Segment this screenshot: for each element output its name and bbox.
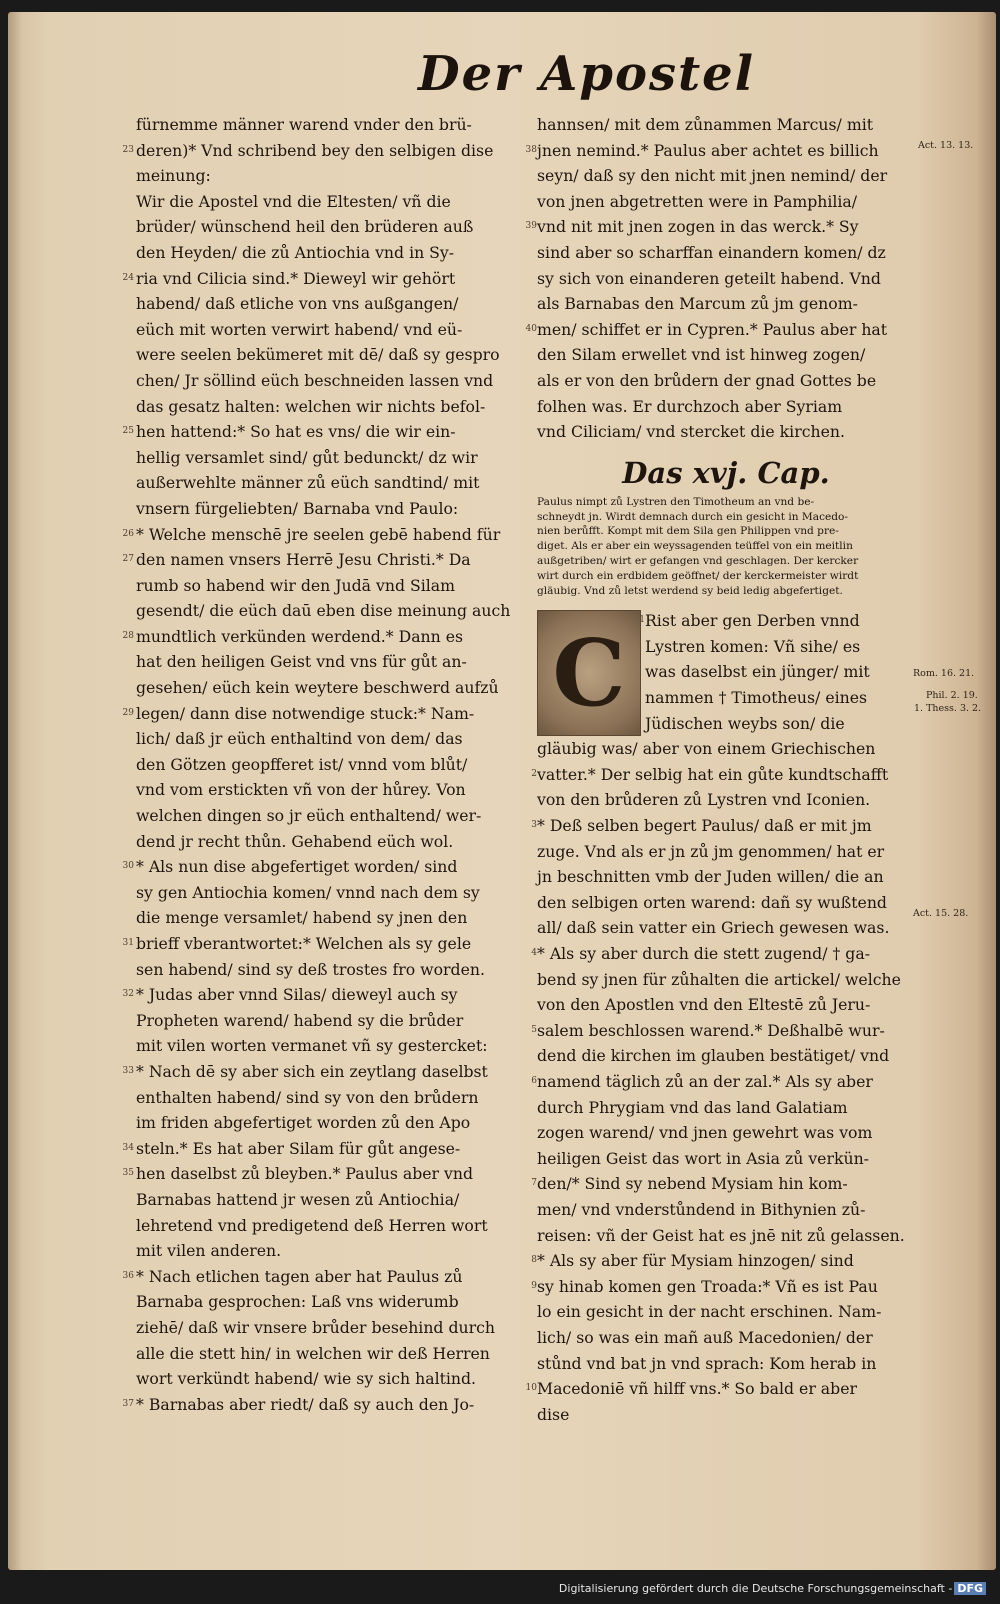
- margin-note-rom: Rom. 16. 21.: [913, 668, 975, 679]
- chapter-summary: [537, 495, 915, 599]
- text-line: [122, 624, 521, 650]
- line-text: das gesatz halten: welchen wir nichts befol-: [136, 396, 486, 416]
- verse-number: 5: [531, 1024, 537, 1035]
- margin-note-phil: Phil. 2. 19.: [926, 690, 978, 701]
- verse-number: 7: [531, 1178, 537, 1189]
- text-line: [136, 1213, 521, 1239]
- text-line: [136, 1187, 521, 1213]
- text-line: [537, 1325, 915, 1351]
- line-text: Propheten warend/ habend sy die brůder: [136, 1010, 464, 1030]
- line-text: durch Phrygiam vnd das land Galatiam: [537, 1097, 848, 1117]
- line-text: hellig versamlet sind/ gůt bedunckt/ dz wir: [136, 447, 478, 467]
- summary-line: wirt durch ein erdbidem geöffnet/ der kerckermeister wirdt: [537, 569, 859, 582]
- line-text: * Deß selben begert Paulus/ daß er mit jm: [537, 816, 872, 836]
- text-line: [537, 1120, 915, 1146]
- text-line: [136, 649, 521, 675]
- line-text: im friden abgefertiget worden zů den Apo: [136, 1113, 471, 1133]
- text-line: [136, 189, 521, 215]
- text-line: [136, 726, 521, 752]
- text-line: [136, 598, 521, 624]
- line-text: men/ schiffet er in Cypren.* Paulus aber hat: [537, 319, 888, 339]
- running-header: Der Apostel: [418, 46, 755, 102]
- text-line: [136, 829, 521, 855]
- digitization-footer: [559, 1582, 986, 1595]
- line-text: heiligen Geist das wort in Asia zů verkün-: [537, 1148, 869, 1168]
- text-line: [122, 266, 521, 292]
- right-column-bottom-text: [525, 736, 915, 1427]
- line-text: von jnen abgetretten were in Pamphilia/: [537, 191, 858, 211]
- text-line: [122, 522, 521, 548]
- text-line: [537, 1402, 915, 1428]
- right-text-column: [525, 112, 915, 1427]
- line-text: als Barnabas den Marcum zů jm genom-: [537, 294, 858, 314]
- text-line: [537, 266, 915, 292]
- verse-number: 4: [531, 948, 537, 959]
- text-line: [136, 1341, 521, 1367]
- text-line: [122, 1059, 521, 1085]
- text-line: [537, 1223, 915, 1249]
- text-line: [525, 214, 915, 240]
- line-text: vnsern fürgeliebten/ Barnaba vnd Paulo:: [136, 498, 459, 518]
- text-line: [537, 992, 915, 1018]
- text-line: [136, 214, 521, 240]
- text-line: [537, 419, 915, 445]
- text-line: [136, 957, 521, 983]
- line-text: * Welche menschē jre seelen gebē habend für: [136, 524, 501, 544]
- line-text: bend sy jnen für zůhalten die artickel/ welche: [537, 969, 901, 989]
- text-line: [122, 701, 521, 727]
- verse-number: 37: [122, 1398, 134, 1409]
- line-text: gesendt/ die eüch daū eben dise meinung auch: [136, 601, 511, 621]
- text-line: [122, 419, 521, 445]
- line-text: dend jr recht thůn. Gehabend eüch wol.: [136, 831, 454, 851]
- line-text: welchen dingen so jr eüch enthaltend/ wer-: [136, 806, 482, 826]
- line-text: enthalten habend/ sind sy von den brůdern: [136, 1087, 479, 1107]
- text-line: [136, 342, 521, 368]
- line-text: men/ vnd vnderstůndend in Bithynien zů-: [537, 1199, 866, 1219]
- line-text: deren)* Vnd schribend bey den selbigen dise: [136, 140, 494, 160]
- text-line: [645, 659, 915, 685]
- footer-text: Digitalisierung gefördert durch die Deutsche Forschungsgemeinschaft -: [558, 1582, 953, 1595]
- line-text: jnen nemind.* Paulus aber achtet es billich: [537, 140, 879, 160]
- text-line: [122, 1136, 521, 1162]
- text-line: [645, 685, 915, 711]
- line-text: ria vnd Cilicia sind.* Dieweyl wir gehört: [136, 268, 456, 288]
- line-text: sen habend/ sind sy deß trostes fro worden.: [136, 959, 485, 979]
- verse-number: 24: [122, 272, 134, 283]
- line-text: zogen warend/ vnd jnen gewehrt was vom: [537, 1123, 873, 1143]
- line-text: fürnemme männer warend vnder den brü-: [136, 115, 472, 134]
- text-line: [537, 736, 915, 762]
- text-line: [122, 931, 521, 957]
- text-line: [122, 138, 521, 164]
- text-line: [136, 1110, 521, 1136]
- text-line: [122, 1392, 521, 1418]
- line-text: stůnd vnd bat jn vnd sprach: Kom herab in: [537, 1353, 877, 1373]
- line-text: wort verkündt habend/ wie sy sich haltind.: [136, 1369, 477, 1389]
- text-line: [537, 163, 915, 189]
- verse-number: 36: [122, 1270, 134, 1281]
- verse-number: 40: [525, 323, 537, 334]
- text-line: [136, 445, 521, 471]
- text-line: [537, 240, 915, 266]
- line-text: * Nach dē sy aber sich ein zeytlang daselbst: [136, 1061, 488, 1081]
- line-text: den selbigen orten warend: dañ sy wußtend: [537, 892, 887, 912]
- text-line: [537, 1299, 915, 1325]
- line-text: all/ daß sein vatter ein Griech gewesen was.: [537, 918, 890, 938]
- line-text: sy gen Antiochia komen/ vnnd nach dem sy: [136, 882, 480, 902]
- text-line: [537, 915, 915, 941]
- text-line: [136, 112, 521, 138]
- line-text: Wir die Apostel vnd die Eltesten/ vñ die: [136, 191, 451, 211]
- text-line: [136, 573, 521, 599]
- line-text: den/* Sind sy nebend Mysiam hin kom-: [537, 1174, 848, 1194]
- line-text: vatter.* Der selbig hat ein gůte kundtschafft: [537, 764, 889, 784]
- text-line: [136, 317, 521, 343]
- text-line: [537, 1043, 915, 1069]
- text-line: [537, 342, 915, 368]
- text-line: [531, 941, 915, 967]
- line-text: sy sich von einanderen geteilt habend. Vnd: [537, 268, 881, 288]
- line-text: zuge. Vnd als er jn zů jm genommen/ hat er: [537, 841, 885, 861]
- line-text: dise: [537, 1404, 570, 1424]
- text-line: [645, 634, 915, 660]
- line-text: von den brůderen zů Lystren vnd Iconien.: [537, 790, 871, 810]
- line-text: die menge versamlet/ habend sy jnen den: [136, 908, 468, 928]
- line-text: hat den heiligen Geist vnd vns für gůt an-: [136, 652, 467, 672]
- verse-number: 27: [122, 554, 134, 565]
- line-text: mit vilen anderen.: [136, 1241, 282, 1261]
- text-line: [537, 1197, 915, 1223]
- text-line: [122, 854, 521, 880]
- text-line: [136, 880, 521, 906]
- text-line: [531, 1018, 915, 1044]
- book-page: [8, 12, 996, 1570]
- text-line: [136, 803, 521, 829]
- line-text: lehretend vnd predigetend deß Herren wort: [136, 1215, 488, 1235]
- line-text: hen daselbst zů bleyben.* Paulus aber vnd: [136, 1164, 474, 1184]
- text-line: [537, 864, 915, 890]
- summary-line: schneydt jn. Wirdt demnach durch ein gesicht in Macedo-: [537, 510, 849, 523]
- line-text: außerwehlte männer zů eüch sandtind/ mit: [136, 473, 480, 493]
- line-text: Jüdischen weybs son/ die: [645, 713, 845, 733]
- summary-line: nien berůfft. Kompt mit dem Sila gen Philippen vnd pre-: [537, 525, 839, 538]
- line-text: hannsen/ mit dem zůnammen Marcus/ mit: [537, 115, 874, 134]
- text-line: [537, 1351, 915, 1377]
- summary-line: gläubig. Vnd zů letst werdend sy beid ledig abgefertiget.: [537, 584, 843, 597]
- line-text: Rist aber gen Derben vnnd: [645, 611, 860, 631]
- line-text: sind aber so scharffan einandern komen/ dz: [537, 242, 886, 262]
- line-text: vnd Ciliciam/ vnd stercket die kirchen.: [537, 422, 845, 442]
- line-text: lich/ so was ein mañ auß Macedonien/ der: [537, 1327, 873, 1347]
- verse-number: 23: [122, 144, 134, 155]
- line-text: meinung:: [136, 166, 211, 186]
- text-line: [639, 608, 915, 634]
- text-line: [136, 1315, 521, 1341]
- line-text: brieff vberantwortet:* Welchen als sy gele: [136, 934, 472, 953]
- verse-number: 34: [122, 1142, 134, 1153]
- text-line: [136, 752, 521, 778]
- line-text: den Silam erwellet vnd ist hinweg zogen/: [537, 345, 866, 365]
- line-text: vnd vom erstickten vñ von der hůrey. Von: [136, 780, 466, 800]
- verse-number: 10: [525, 1383, 537, 1394]
- text-line: [136, 1033, 521, 1059]
- verse-number: 30: [122, 861, 134, 872]
- line-text: dend die kirchen im glauben bestätiget/ vnd: [537, 1046, 890, 1066]
- text-line: [537, 394, 915, 420]
- verse-number: 2: [531, 768, 537, 779]
- text-line: [136, 1008, 521, 1034]
- text-line: [122, 1161, 521, 1187]
- text-line: [537, 890, 915, 916]
- line-text: was daselbst ein jünger/ mit: [645, 662, 870, 682]
- line-text: hen hattend:* So hat es vns/ die wir ein-: [136, 422, 456, 442]
- line-text: mundtlich verkünden werdend.* Dann es: [136, 626, 464, 646]
- verse-number: 6: [531, 1075, 537, 1086]
- line-text: Barnabas hattend jr wesen zů Antiochia/: [136, 1189, 460, 1209]
- text-line: [531, 1274, 915, 1300]
- line-text: als er von den brůdern der gnad Gottes be: [537, 370, 877, 390]
- text-line: [136, 1238, 521, 1264]
- line-text: lich/ daß jr eüch enthaltind von dem/ das: [136, 729, 463, 749]
- line-text: legen/ dann dise notwendige stuck:* Nam-: [136, 703, 475, 723]
- text-line: [537, 787, 915, 813]
- line-text: habend/ daß etliche von vns außgangen/: [136, 294, 459, 314]
- text-line: [531, 1171, 915, 1197]
- text-line: [537, 1146, 915, 1172]
- line-text: salem beschlossen warend.* Deßhalbē wur-: [537, 1020, 885, 1040]
- line-text: vnd nit mit jnen zogen in das werck.* Sy: [537, 217, 859, 237]
- text-line: [525, 138, 915, 164]
- text-line: [122, 547, 521, 573]
- line-text: den Götzen geopfferet ist/ vnnd vom blůt/: [136, 754, 468, 774]
- text-line: [136, 291, 521, 317]
- text-line: [525, 1376, 915, 1402]
- decorated-initial-letter: C: [537, 610, 641, 736]
- margin-note-thess: 1. Thess. 3. 2.: [914, 703, 982, 714]
- line-text: mit vilen worten vermanet vñ sy gestercket:: [136, 1036, 488, 1056]
- text-line: [531, 1069, 915, 1095]
- line-text: nammen † Timotheus/ eines: [645, 688, 868, 708]
- line-text: alle die stett hin/ in welchen wir deß Herren: [136, 1343, 490, 1363]
- verse-number: 32: [122, 989, 134, 1000]
- summary-line: Paulus nimpt zů Lystren den Timotheum an vnd be-: [537, 495, 815, 508]
- chapter-heading: Das xvj. Cap.: [622, 455, 830, 490]
- initial-block: [537, 608, 915, 736]
- text-line: [136, 777, 521, 803]
- verse-number: 26: [122, 528, 134, 539]
- line-text: * Als sy aber für Mysiam hinzogen/ sind: [537, 1251, 854, 1271]
- line-text: den namen vnsers Herrē Jesu Christi.* Da: [136, 550, 471, 570]
- line-text: folhen was. Er durchzoch aber Syriam: [537, 396, 843, 416]
- line-text: Macedoniē vñ hilff vns.* So bald er aber: [537, 1379, 857, 1399]
- line-text: den Heyden/ die zů Antiochia vnd in Sy-: [136, 242, 455, 262]
- text-line: [531, 1248, 915, 1274]
- text-line: [136, 163, 521, 189]
- line-text: Barnaba gesprochen: Laß vns widerumb: [136, 1292, 459, 1312]
- line-text: * Barnabas aber riedt/ daß sy auch den Jo-: [136, 1394, 475, 1414]
- line-text: * Als nun dise abgefertiget worden/ sind: [136, 857, 458, 877]
- line-text: gläubig was/ aber von einem Griechischen: [537, 739, 876, 759]
- text-line: [136, 470, 521, 496]
- verse-number: 29: [122, 707, 134, 718]
- line-text: seyn/ daß sy den nicht mit jnen nemind/ der: [537, 166, 888, 186]
- line-text: sy hinab komen gen Troada:* Vñ es ist Pau: [537, 1276, 878, 1296]
- verse-number: 1: [639, 615, 645, 626]
- text-line: [122, 1264, 521, 1290]
- line-text: jn beschnitten vmb der Juden willen/ die an: [537, 867, 884, 887]
- line-text: steln.* Es hat aber Silam für gůt angese-: [136, 1138, 461, 1158]
- line-text: brüder/ wünschend heil den brüderen auß: [136, 217, 474, 237]
- verse-number: 38: [525, 144, 537, 155]
- text-line: [136, 394, 521, 420]
- verse-number: 33: [122, 1065, 134, 1076]
- text-line: [537, 291, 915, 317]
- verse-number: 9: [531, 1280, 537, 1291]
- dfg-logo: DFG: [954, 1582, 986, 1595]
- summary-line: diget. Als er aber ein weyssagenden teüffel von ein meitlin: [537, 540, 853, 553]
- line-text: chen/ Jr söllind eüch beschneiden lassen vnd: [136, 370, 494, 390]
- line-text: gesehen/ eüch kein weytere beschwerd aufzů: [136, 678, 499, 698]
- verse-number: 35: [122, 1168, 134, 1179]
- text-line: [136, 368, 521, 394]
- right-column-top-text: [525, 112, 915, 445]
- text-line: [136, 496, 521, 522]
- text-line: [525, 317, 915, 343]
- text-line: [136, 905, 521, 931]
- text-line: [537, 1095, 915, 1121]
- left-text-column: [122, 112, 521, 1417]
- line-text: namend täglich zů an der zal.* Als sy aber: [537, 1071, 873, 1091]
- line-text: von den Apostlen vnd den Eltestē zů Jeru-: [537, 995, 871, 1015]
- verse-number: 25: [122, 426, 134, 437]
- line-text: ziehē/ daß wir vnsere brůder besehind durch: [136, 1317, 495, 1337]
- text-line: [136, 675, 521, 701]
- line-text: lo ein gesicht in der nacht erschinen. Nam-: [537, 1302, 882, 1322]
- text-line: [537, 839, 915, 865]
- summary-line: außgetriben/ wirt er gefangen vnd geschlagen. Der kercker: [537, 554, 859, 567]
- line-text: * Judas aber vnnd Silas/ dieweyl auch sy: [136, 985, 458, 1005]
- verse-number: 31: [122, 938, 134, 948]
- text-line: [136, 1366, 521, 1392]
- text-line: [537, 368, 915, 394]
- text-line: [122, 982, 521, 1008]
- margin-note-acts-15: Act. 15. 28.: [913, 908, 969, 919]
- text-line: [537, 967, 915, 993]
- line-text: reisen: vñ der Geist hat es jnē nit zů gelassen.: [537, 1225, 905, 1245]
- verse-number: 8: [531, 1255, 537, 1266]
- text-line: [537, 112, 915, 138]
- line-text: * Als sy aber durch die stett zugend/ † ga-: [537, 944, 870, 964]
- verse-number: 3: [531, 820, 537, 831]
- line-text: rumb so habend wir den Judā vnd Silam: [136, 575, 456, 595]
- verse-number: 28: [122, 630, 134, 641]
- text-line: [136, 1289, 521, 1315]
- line-text: were seelen bekümeret mit dē/ daß sy gespro: [136, 345, 500, 365]
- text-line: [531, 762, 915, 788]
- line-text: * Nach etlichen tagen aber hat Paulus zů: [136, 1266, 463, 1286]
- text-line: [136, 240, 521, 266]
- verse-number: 39: [525, 221, 537, 232]
- text-line: [531, 813, 915, 839]
- margin-note-acts-13: Act. 13. 13.: [918, 140, 974, 151]
- line-text: Lystren komen: Vñ sihe/ es: [645, 636, 861, 656]
- text-line: [645, 711, 915, 737]
- text-line: [537, 189, 915, 215]
- text-line: [136, 1085, 521, 1111]
- line-text: eüch mit worten verwirt habend/ vnd eü-: [136, 319, 463, 339]
